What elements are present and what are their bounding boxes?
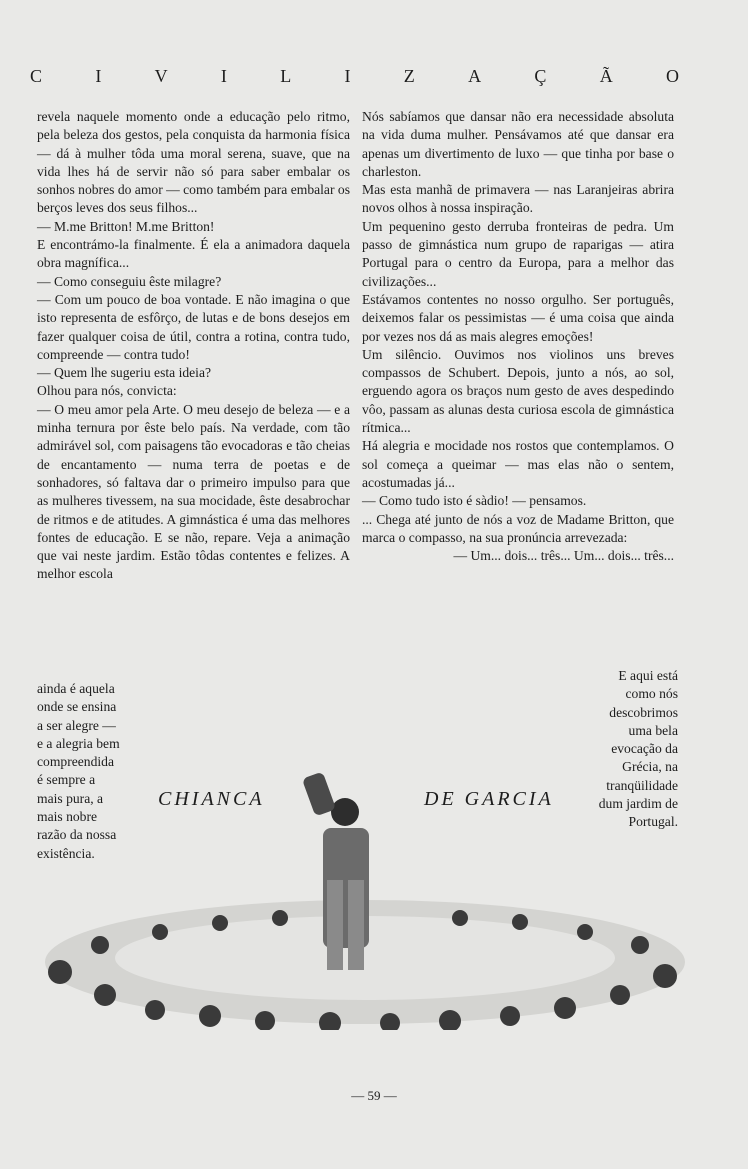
- right-wrap-text: E aqui está como nós descobrimos uma bela evocação da Grécia, na tranqüilidade dum jardim de Portugal.: [598, 668, 678, 830]
- paragraph: — Como conseguiu êste milagre?: [37, 273, 222, 289]
- paragraph: Um silêncio. Ouvimos nos violinos uns breves compassos de Schubert. Depois, junto a nós, ao sol, erguendo agora os braços num gesto de aves despedindo vôo, passam as alunas desta curiosa escola de gimnástica rítmica...: [362, 346, 674, 436]
- left-wrap-text: ainda é aquela onde se ensina a ser alegre — e a alegria bem compreendida é sempre a mais pura, a mais nobre razão da nossa existência.: [37, 681, 120, 861]
- paragraph: Estávamos contentes no nosso orgulho. Ser português, deixemos falar os pessimistas — é uma coisa que ainda por vezes nos dá as mais alegres emoções!: [362, 291, 674, 344]
- paragraph: Há alegria e mocidade nos rostos que contemplamos. O sol começa a queimar — mas elas não o sentem, acostumadas já...: [362, 438, 674, 490]
- paragraph: — M.me Britton! M.me Britton!: [37, 218, 215, 234]
- right-text-column: [362, 108, 674, 565]
- left-text-column: [37, 108, 350, 584]
- paragraph: Nós sabíamos que dansar não era necessidade absoluta na vida duma mulher. Pensávamos até que dansar era apenas um divertimento de luxo — que tinha por base o charleston.: [362, 109, 674, 179]
- paragraph: Olhou para nós, convicta:: [37, 383, 177, 399]
- photo-credit-right: DE GARCIA: [424, 788, 554, 810]
- header-letter: Ã: [599, 66, 614, 86]
- paragraph: — Com um pouco de boa vontade. E não imagina o que isto representa de esfôrço, de lutas e de bons desejos em fazer qualquer coisa de útil, contra a rotina, contra tudo, compreende — contra tudo!: [37, 291, 350, 362]
- paragraph: — Um... dois... três... Um... dois... três...: [453, 548, 674, 564]
- paragraph: revela naquele momento onde a educação pelo ritmo, pela beleza dos gestos, pela conquista da harmonia física — dá à mulher tôda uma moral serena, suave, que na vida lhes há de servir não só para saber embalar os sonhos nobres do amor — como também para embalar os berços leves dos seus filhos...: [37, 109, 350, 216]
- running-header: [30, 66, 680, 87]
- page-number: — 59 —: [351, 1088, 397, 1103]
- header-letter: C: [30, 66, 44, 86]
- paragraph: ... Chega até junto de nós a voz de Madame Britton, que marca o compasso, na sua pronúncia arrevezada:: [362, 511, 674, 545]
- header-letter: Z: [403, 66, 416, 86]
- paragraph: — Quem lhe sugeriu esta ideia?: [37, 365, 212, 381]
- header-letter: Ç: [534, 66, 548, 86]
- header-letter: I: [95, 66, 103, 86]
- header-letter: I: [344, 66, 352, 86]
- paragraph: — Como tudo isto é sàdio! — pensamos.: [362, 493, 587, 509]
- paragraph: Mas esta manhã de primavera — nas Laranjeiras abrira novos olhos à nossa inspiração.: [362, 182, 674, 216]
- header-letter: I: [220, 66, 228, 86]
- header-letter: O: [666, 66, 680, 86]
- photograph-gymnasts: [40, 740, 690, 1030]
- header-letter: V: [154, 66, 169, 86]
- photo-credit-left: CHIANCA: [158, 788, 265, 810]
- paragraph: Um pequenino gesto derruba fronteiras de pedra. Um passo de gimnástica num grupo de raparigas — atira Portugal para o centro da Europa, para a melhor das civilizações...: [362, 218, 674, 289]
- header-letter: L: [280, 66, 293, 86]
- paragraph: — O meu amor pela Arte. O meu desejo de beleza — e a minha ternura por êste belo país. Na verdade, com tão admirável sol, com paisagens tão evocadoras e tão cheias de encantamento — numa terra de poetas e de sonhadores, só faltava dar o primeiro impulso para que as mulheres tivessem, na sua mocidade, êste desabrochar de ritmos e de atitudes. A gimnástica é uma das melhores fontes de educação. E se não, repare. Veja a animação que vai neste jardim. Estão tôdas contentes e felizes. A melhor escola: [37, 401, 350, 582]
- paragraph: E encontrámo-la finalmente. É ela a animadora daquela obra magnífica...: [37, 237, 350, 271]
- header-letter: A: [468, 66, 483, 86]
